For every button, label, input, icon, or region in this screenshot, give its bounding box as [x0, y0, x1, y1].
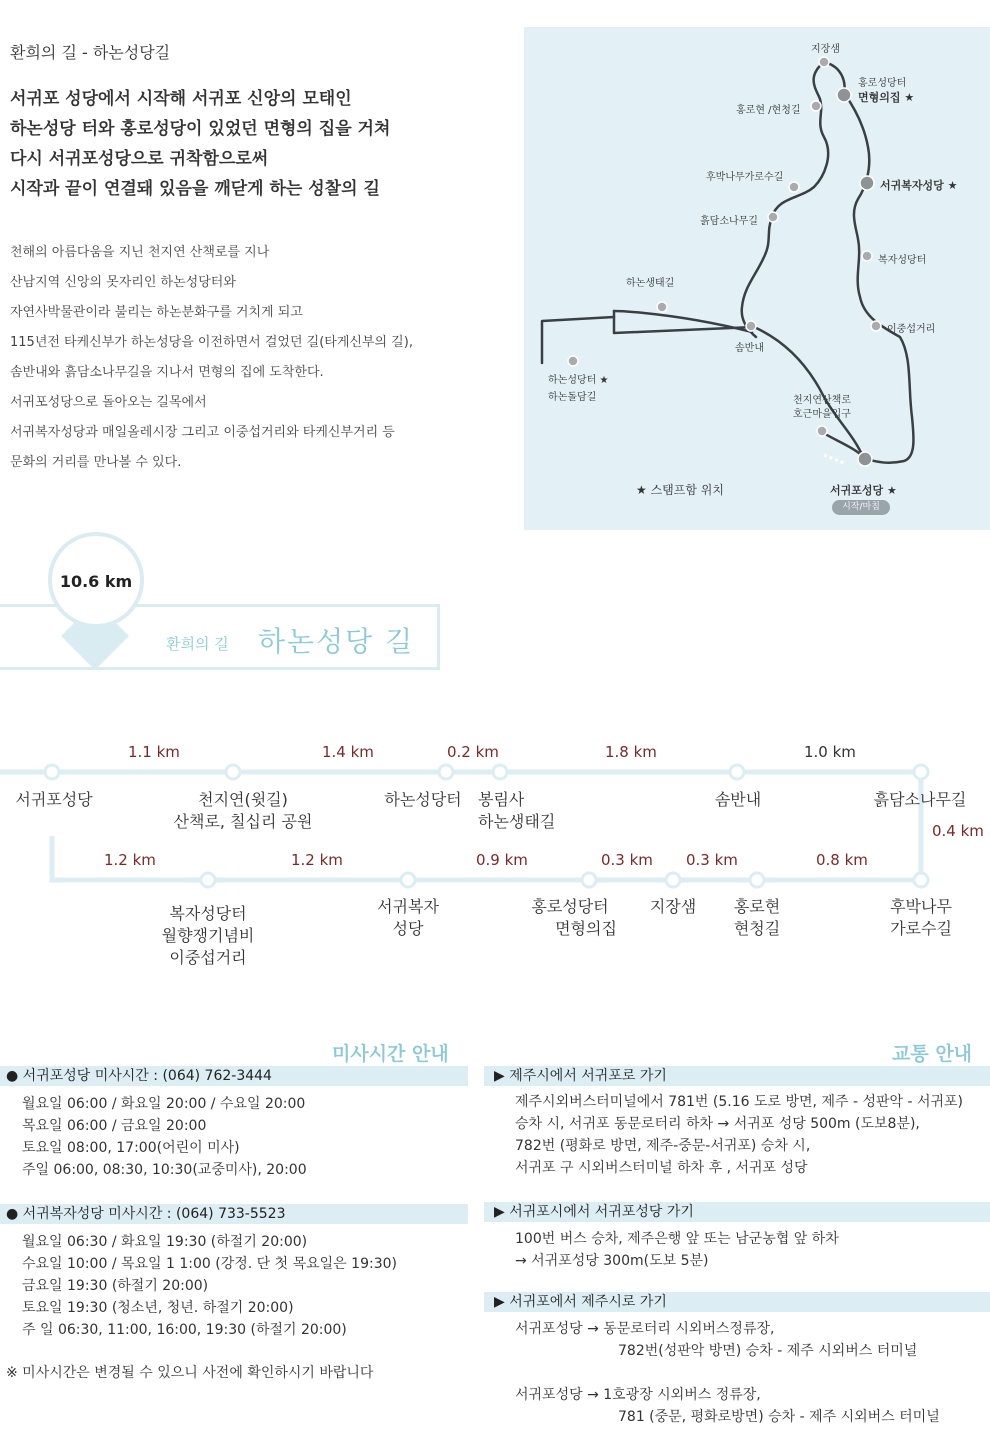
- transport-tojeju-line-4: 781 (중문, 평화로방면) 승차 - 제주 시외버스 터미널: [618, 1409, 940, 1425]
- stop-somban: [698, 789, 778, 811]
- map-label-jijangsaem: 지장샘: [811, 44, 840, 55]
- mass-line: 월요일 06:30 / 화요일 19:30 (하절기 20:00): [22, 1234, 308, 1250]
- desc-line: 천해의 아름다움을 지닌 천지연 산책로를 지나: [10, 245, 270, 260]
- mass-line: 수요일 10:00 / 목요일 1 1:00 (강정. 단 첫 목요일은 19:30): [22, 1256, 397, 1272]
- stop-label: 지장샘: [649, 897, 697, 916]
- mass-note: ※ 미사시간은 변경될 수 있으니 사전에 확인하시기 바랍니다: [6, 1365, 374, 1381]
- segment-distance: 1.2 km: [291, 851, 343, 869]
- map-legend-stamp: ★ 스탬프함 위치: [636, 483, 724, 497]
- stop-label: 천지연(윗길): [198, 790, 288, 809]
- stop-label: 성당: [392, 919, 424, 938]
- mass-line: 주 일 06:30, 11:00, 16:00, 19:30 (하절기 20:00): [22, 1322, 347, 1338]
- map-label-bokja-site: 복자성당터: [878, 255, 927, 266]
- transport-tojeju-line-3: 서귀포성당 → 1호광장 시외버스 정류장,: [515, 1387, 761, 1403]
- stop-label: 산책로, 칠십리 공원: [173, 812, 313, 831]
- stop-label: 면형의집: [555, 919, 617, 938]
- transport-city-lines: [515, 1228, 839, 1272]
- map-label-ijungseop: 이중섭거리: [887, 324, 936, 335]
- map-label-seogwipo: 서귀포성당 ★: [830, 484, 897, 497]
- mass-line: 주일 06:00, 08:30, 10:30(교중미사), 20:00: [22, 1162, 307, 1178]
- stop-hongro: [515, 896, 625, 940]
- map-label-somban: 솜반내: [735, 343, 764, 354]
- mass-line: 목요일 06:00 / 금요일 20:00: [22, 1118, 207, 1134]
- stop-label: 서귀복자: [377, 897, 439, 916]
- map-label-hongro-site: 홍로성당터: [858, 78, 907, 89]
- mass-line: 토요일 19:30 (청소년, 청년. 하절기 20:00): [22, 1300, 294, 1316]
- stop-label: 월향쟁기념비: [161, 926, 255, 945]
- stop-hubak: [876, 896, 966, 940]
- stop-heukdam: [864, 789, 976, 811]
- transport-line: 서귀포 구 시외버스터미널 하차 후 , 서귀포 성당: [515, 1160, 808, 1176]
- stop-cheonjiyeon: [163, 789, 323, 833]
- stop-label: 가로수길: [890, 919, 952, 938]
- map-label-cheonji-2: 호근마을입구: [793, 409, 851, 420]
- mass-section-title: 미사시간 안내: [332, 1043, 449, 1065]
- stop-label: 솜반내: [714, 790, 762, 809]
- segment-distance: 1.2 km: [104, 851, 156, 869]
- lead-line: 다시 서귀포성당으로 귀착함으로써: [10, 149, 269, 169]
- map-label-hanon-saengtae: 하논생태길: [626, 278, 675, 289]
- stop-hongrohyeon: [720, 896, 794, 940]
- lead-line: 하논성당 터와 홍로성당이 있었던 면형의 집을 거쳐: [10, 119, 391, 139]
- desc-line: 솜반내와 흙담소나무길을 지나서 면형의 집에 도착한다.: [10, 365, 324, 380]
- stop-label: 서귀포성당: [15, 790, 93, 809]
- stop-label: 복자성당터: [169, 904, 247, 923]
- map-label-heukdam: 흙담소나무길: [700, 216, 758, 227]
- start-end-badge: 시작/마침: [832, 500, 890, 515]
- map-label-seogwi-bokja: 서귀복자성당 ★: [880, 179, 958, 192]
- desc-line: 문화의 거리를 만나볼 수 있다.: [10, 455, 182, 470]
- map-label-hanon-doldam: 하논돌담길: [548, 392, 597, 403]
- desc-line: 산남지역 신앙의 못자리인 하논성당터와: [10, 275, 236, 290]
- desc-line: 서귀복자성당과 매일올레시장 그리고 이중섭거리와 타케신부거리 등: [10, 425, 395, 440]
- segment-distance: 0.8 km: [816, 851, 868, 869]
- segment-distance: 0.4 km: [932, 822, 984, 840]
- transport-line: → 서귀포성당 300m(도보 5분): [515, 1253, 709, 1269]
- transport-jeju-header: ▶ 제주시에서 서귀포로 가기: [484, 1066, 990, 1086]
- intro-title: 환희의 길 - 하논성당길: [10, 43, 171, 62]
- mass-seogwipo-times: [22, 1093, 307, 1181]
- transport-line: 제주시외버스터미널에서 781번 (5.16 도로 방면, 제주 - 성판악 - 서귀포): [515, 1094, 963, 1110]
- segment-distance: 0.2 km: [447, 743, 499, 761]
- transport-tojeju-header: ▶ 서귀포에서 제주시로 가기: [484, 1292, 990, 1312]
- desc-line: 115년전 타케신부가 하논성당을 이전하면서 걸었던 길(타게신부의 길),: [10, 335, 413, 350]
- mass-bokja-header: ● 서귀복자성당 미사시간 : (064) 733-5523: [0, 1204, 468, 1224]
- mass-seogwipo-header: ● 서귀포성당 미사시간 : (064) 762-3444: [0, 1066, 468, 1086]
- stop-label: 하논생태길: [478, 812, 556, 831]
- stop-label: 후박나무: [890, 897, 952, 916]
- stop-label: 홍로현: [733, 897, 781, 916]
- stop-label: 현청길: [733, 919, 781, 938]
- transport-section-title: 교통 안내: [892, 1043, 973, 1065]
- map-label-hanon-site: 하논성당터 ★: [548, 375, 609, 386]
- mass-line: 금요일 19:30 (하절기 20:00): [22, 1278, 209, 1294]
- transport-tojeju-line-1: 서귀포성당 → 동문로터리 시외버스정류장,: [515, 1321, 775, 1337]
- transport-tojeju-line-2: 782번(성판악 방면) 승차 - 제주 시외버스 터미널: [618, 1343, 918, 1359]
- segment-distance: 0.3 km: [686, 851, 738, 869]
- segment-distance: 1.0 km: [804, 743, 856, 761]
- desc-line: 자연사박물관이라 불리는 하논분화구를 거치게 되고: [10, 305, 303, 320]
- map-label-myeonhyeong: 면형의집 ★: [858, 91, 915, 104]
- stop-label: 하논성당터: [384, 790, 462, 809]
- stop-hanon: [378, 789, 468, 811]
- map-label-cheonji-1: 천지연산책로: [793, 395, 851, 406]
- transport-city-header: ▶ 서귀포시에서 서귀포성당 가기: [484, 1202, 990, 1222]
- segment-distance: 0.9 km: [476, 851, 528, 869]
- stop-label: 이중섭거리: [169, 948, 247, 967]
- stop-bongrimsa: [478, 789, 568, 833]
- stop-seogwipo: [14, 789, 94, 811]
- desc-line: 서귀포성당으로 돌아오는 길목에서: [10, 395, 207, 410]
- mass-line: 토요일 08:00, 17:00(어린이 미사): [22, 1140, 240, 1156]
- segment-distance: 0.3 km: [601, 851, 653, 869]
- segment-distance: 1.1 km: [128, 743, 180, 761]
- stop-label: 흙담소나무길: [873, 790, 967, 809]
- transport-jeju-lines: [515, 1091, 963, 1179]
- mass-bokja-times: [22, 1231, 397, 1341]
- stop-label: 봉림사: [478, 790, 525, 809]
- stop-label: 홍로성당터: [531, 897, 609, 916]
- stop-jijangsaem: [638, 896, 708, 918]
- stop-bokja-site: [150, 903, 266, 969]
- mass-line: 월요일 06:00 / 화요일 20:00 / 수요일 20:00: [22, 1096, 306, 1112]
- course-name: 하논성당 길: [258, 625, 415, 658]
- transport-line: 782번 (평화로 방면, 제주-중문-서귀포) 승차 시,: [515, 1138, 811, 1154]
- stop-seogwi-bokja: [364, 896, 452, 940]
- transport-line: 100번 버스 승차, 제주은행 앞 또는 남군농협 앞 하차: [515, 1231, 839, 1247]
- lead-line: 서귀포 성당에서 시작해 서귀포 신앙의 모태인: [10, 89, 352, 109]
- map-label-hubak: 후박나무가로수길: [706, 172, 784, 183]
- course-subtitle: 환희의 길: [166, 635, 229, 653]
- map-label-hongrohyeon: 홍로현 /현청길: [736, 105, 801, 116]
- course-distance: 10.6 km: [59, 572, 133, 591]
- segment-distance: 1.8 km: [605, 743, 657, 761]
- transport-line: 승차 시, 서귀포 동문로터리 하차 → 서귀포 성당 500m (도보8분),: [515, 1116, 920, 1132]
- lead-line: 시작과 끝이 연결돼 있음을 깨닫게 하는 성찰의 길: [10, 179, 380, 199]
- segment-distance: 1.4 km: [322, 743, 374, 761]
